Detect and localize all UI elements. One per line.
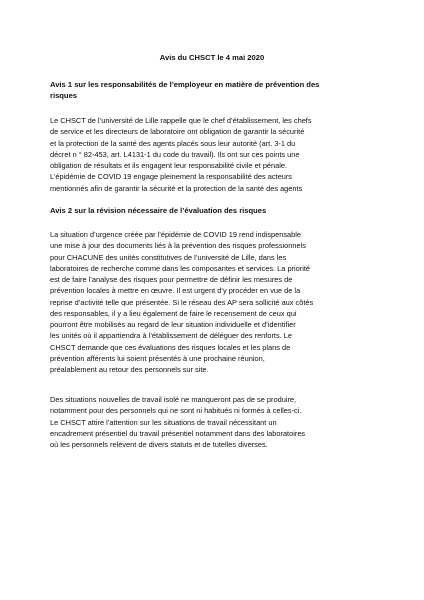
paragraph-line: Des situations nouvelles de travail isolé ne manqueront pas de se produire, bbox=[50, 395, 297, 404]
paragraph-line: Le CHSCT de l’université de Lille rappelle que le chef d’établissement, les chefs bbox=[50, 116, 312, 125]
paragraph-line: est de faire l’analyse des risques pour permettre de définir les mesures de bbox=[50, 275, 293, 284]
paragraph-line: les unités où il appartiendra à l’établissement de déléguer des renforts. Le bbox=[50, 331, 292, 341]
paragraph-line: une mise à jour des documents liés à la prévention des risques professionnels bbox=[50, 241, 306, 251]
paragraph-line: et la protection de la santé des agents placés sous leur autorité (art. 3-1 du bbox=[50, 138, 296, 148]
paragraph-line: pourront être mobilisés au regard de leur situation individuelle et d’identifier bbox=[50, 320, 296, 329]
paragraph-line: obligation de résultats et ils engagent leur responsabilité civile et pénale. bbox=[50, 161, 288, 170]
paragraph-line: décret n ° 82-453, art. L4131-1 du code du travail). Ils ont sur ces points une bbox=[50, 149, 300, 159]
paragraph-line: laboratoires de recherche comme dans les composantes et services. La priorité bbox=[50, 263, 311, 273]
paragraph-line: Le CHSCT attire l’attention sur les situations de travail nécessitant un bbox=[50, 417, 277, 427]
paragraph-line: prévention afférents lui soient présentés à une prochaine réunion, bbox=[50, 353, 265, 363]
paragraph-line: des responsables, il y a lieu également de faire le recensement de ceux qui bbox=[50, 308, 297, 318]
paragraph-line: préalablement au retour des personnels sur site. bbox=[50, 365, 209, 374]
paragraph-line: où les personnels relèvent de divers statuts et de tutelles diverses. bbox=[50, 440, 268, 449]
avis2-paragraph-2 bbox=[50, 394, 305, 450]
avis2-paragraph-1 bbox=[50, 229, 313, 375]
paragraph-line: reprise d’activité telle que présentée. Si le réseau des AP sera sollicité aux côtés bbox=[50, 297, 314, 307]
paragraph-line: pour CHACUNE des unités constitutives de l’université de Lille, dans les bbox=[50, 252, 287, 262]
avis1-heading bbox=[50, 79, 319, 101]
avis2-heading-line: Avis 2 sur la révision nécessaire de l’évaluation des risques bbox=[50, 206, 267, 215]
avis2-heading bbox=[50, 205, 266, 216]
paragraph-line: CHSCT demande que ces évaluations des risques locales et les plans de bbox=[50, 342, 291, 352]
paragraph-line: notamment pour des personnels qui ne sont ni habitués ni formés à celles-ci. bbox=[50, 406, 302, 416]
paragraph-line: prévention locales à mettre en œuvre. Il est urgent d’y procéder en vue de la bbox=[50, 286, 301, 296]
document-title: Avis du CHSCT le 4 mai 2020 bbox=[159, 53, 265, 62]
avis1-heading-line: Avis 1 sur les responsabilités de l’employeur en matière de prévention des bbox=[50, 80, 320, 89]
paragraph-line: La situation d’urgence créée par l’épidémie de COVID 19 rend indispensable bbox=[50, 230, 302, 239]
paragraph-line: mentionnés afin de garantir la sécurité et la protection de la santé des agents bbox=[50, 183, 303, 193]
paragraph-line: L’épidémie de COVID 19 engage pleinement la responsabilité des acteurs bbox=[50, 172, 292, 182]
avis1-paragraph bbox=[50, 115, 312, 194]
paragraph-line: encadrement présentiel du travail présentiel notamment dans des laboratoires bbox=[50, 428, 306, 438]
paragraph-line: de service et les directeurs de laboratoire ont obligation de garantir la sécurité bbox=[50, 127, 305, 137]
avis1-heading-line: risques bbox=[50, 91, 78, 100]
